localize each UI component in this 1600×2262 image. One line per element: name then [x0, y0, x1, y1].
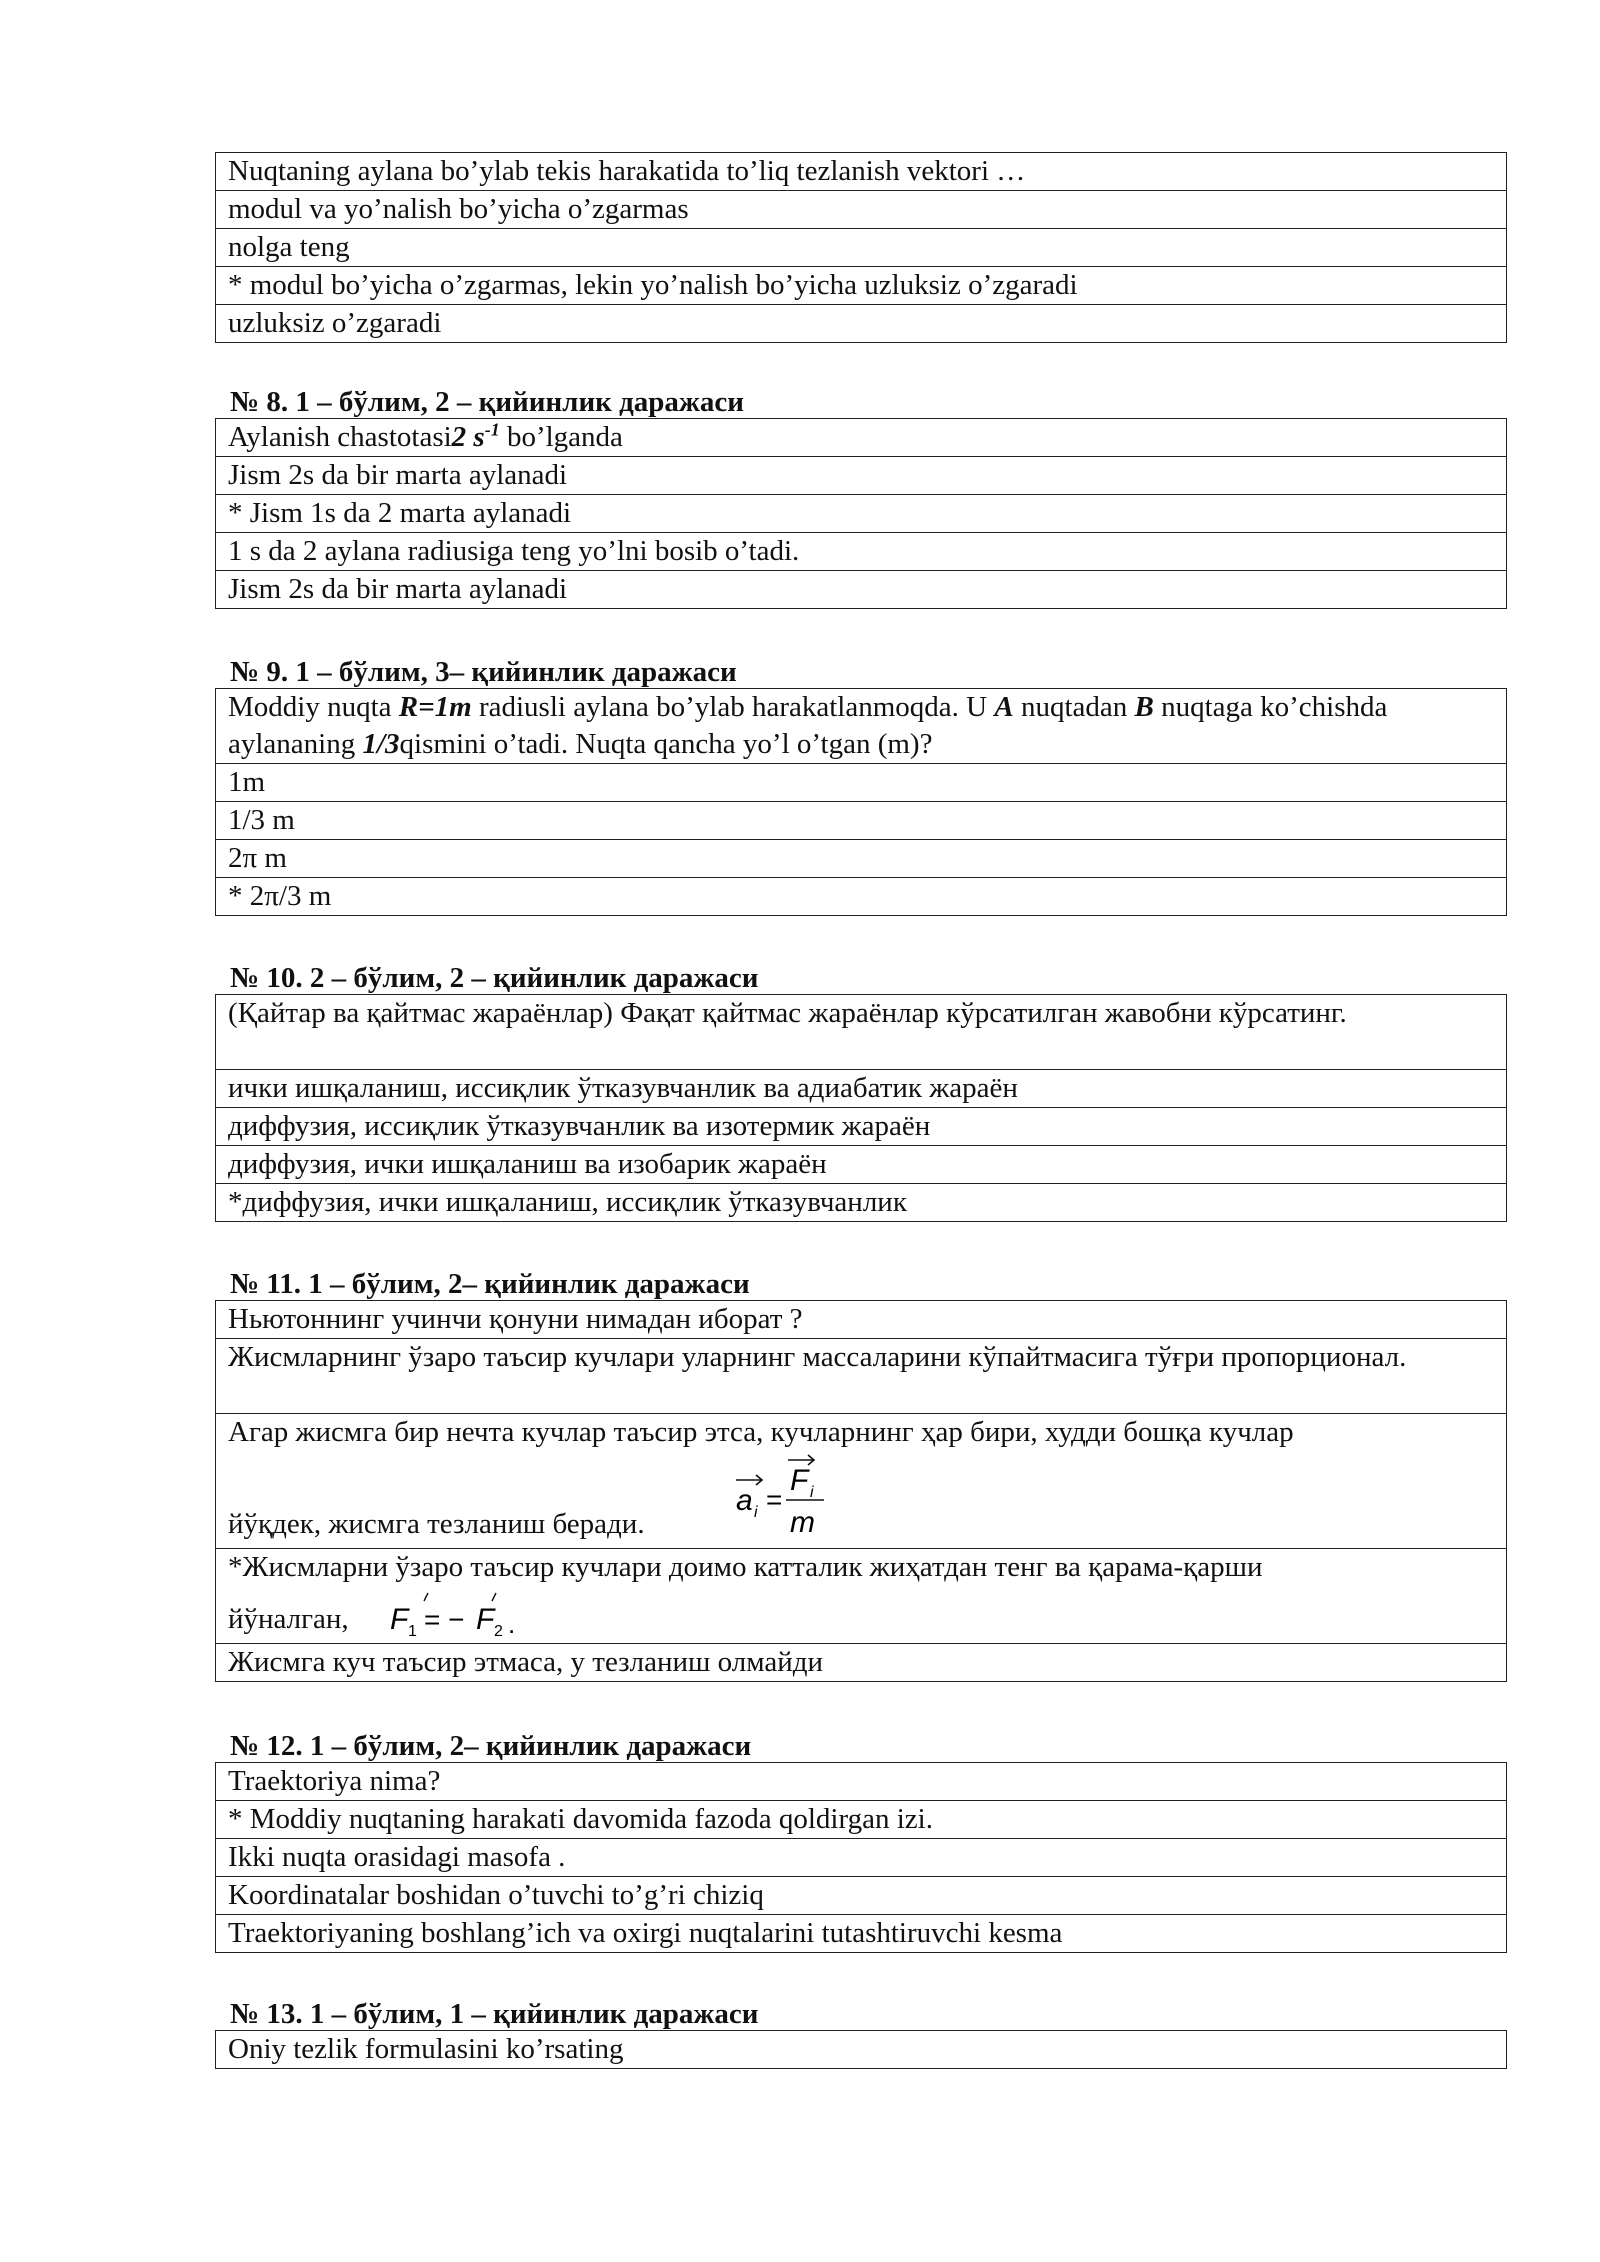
question-9-text: Moddiy nuqta R=1m radiusli aylana bo’ylab harakatlanmoqda. U A nuqtadan B nuqtaga ko’chishda aylananing 1/3qismini o’tadi. Nuqta qancha yo’l o’tgan (m)? — [216, 689, 1507, 764]
formula-eq: = − — [424, 1604, 465, 1635]
question-13 — [215, 1998, 1507, 2069]
question-10-heading: № 10. 2 – бўлим, 2 – қийинлик даражаси — [230, 962, 759, 994]
answer-option-correct: * modul bo’yicha o’zgarmas, lekin yo’nalish bo’yicha uzluksiz o’zgaradi — [216, 267, 1507, 305]
acceleration-formula — [726, 1450, 836, 1542]
answer-option: modul va yo’nalish bo’yicha o’zgarmas — [216, 191, 1507, 229]
answer-option: диффузия, иссиқлик ўтказувчанлик ва изотермик жараён — [216, 1108, 1507, 1146]
question-8 — [215, 386, 1507, 609]
question-11 — [215, 1268, 1507, 1682]
answer-option: Ikki nuqta orasidagi masofa . — [216, 1839, 1507, 1877]
question-12 — [215, 1730, 1507, 1953]
formula-lhs: a — [736, 1484, 753, 1517]
formula-f1: F — [390, 1603, 409, 1636]
question-11-heading: № 11. 1 – бўлим, 2– қийинлик даражаси — [230, 1268, 750, 1300]
question-10-table — [215, 994, 1507, 1222]
answer-option: Жисмга куч таъсир этмаса, у тезланиш олмайди — [216, 1644, 1507, 1682]
answer-option: Koordinatalar boshidan o’tuvchi to’g’ri chiziq — [216, 1877, 1507, 1915]
answer-option: uzluksiz o’zgaradi — [216, 305, 1507, 343]
question-11-table — [215, 1300, 1507, 1682]
question-10-text: (Қайтар ва қайтмас жараёнлар) Фақат қайтмас жараёнлар кўрсатилган жавобни кўрсатинг. — [216, 995, 1507, 1070]
question-9 — [215, 656, 1507, 916]
answer-option-correct: * Moddiy nuqtaning harakati davomida fazoda qoldirgan izi. — [216, 1801, 1507, 1839]
answer-option-correct: * Jism 1s da 2 marta aylanadi — [216, 495, 1507, 533]
formula-den: m — [790, 1506, 815, 1539]
formula-eq: = — [766, 1484, 783, 1515]
formula-f2-sub: 2 — [494, 1623, 503, 1640]
question-7-table — [215, 152, 1507, 343]
question-12-table — [215, 1762, 1507, 1953]
answer-option: Jism 2s da bir marta aylanadi — [216, 571, 1507, 609]
answer-option: 2π m — [216, 840, 1507, 878]
question-8-table — [215, 418, 1507, 609]
question-13-heading: № 13. 1 – бўлим, 1 – қийинлик даражаси — [230, 1998, 759, 2030]
answer-option: Агар жисмга бир нечта кучлар таъсир этса, кучларнинг ҳар бири, худди бошқа кучлар йўқдек, жисмга тезланиш беради. a i = F i m — [216, 1414, 1507, 1549]
answer-option: диффузия, ички ишқаланиш ва изобарик жараён — [216, 1146, 1507, 1184]
answer-option: 1/3 m — [216, 802, 1507, 840]
question-10 — [215, 962, 1507, 1222]
question-13-text: Oniy tezlik formulasini ko’rsating — [216, 2031, 1507, 2069]
formula-f1-sub: 1 — [408, 1623, 417, 1640]
question-11-text: Ньютоннинг учинчи қонуни нимадан иборат ? — [216, 1301, 1507, 1339]
answer-option: Жисмларнинг ўзаро таъсир кучлари уларнинг массаларини кўпайтмасига тўғри пропорционал. — [216, 1339, 1507, 1414]
answer-option: Jism 2s da bir marta aylanadi — [216, 457, 1507, 495]
formula-graphic — [726, 1450, 836, 1542]
question-12-text: Traektoriya nima? — [216, 1763, 1507, 1801]
question-7-text: Nuqtaning aylana bo’ylab tekis harakatida to’liq tezlanish vektori … — [216, 153, 1507, 191]
formula-num: F — [790, 1464, 809, 1497]
question-13-table — [215, 2030, 1507, 2069]
question-9-table — [215, 688, 1507, 916]
answer-option-correct: *Жисмларни ўзаро таъсир кучлари доимо катталик жиҳатдан тенг ва қарама-қарши йўналган, F 1 = − F 2 . — [216, 1549, 1507, 1644]
answer-option: 1m — [216, 764, 1507, 802]
question-9-heading: № 9. 1 – бўлим, 3– қийинлик даражаси — [230, 656, 737, 688]
formula-graphic — [384, 1589, 554, 1641]
formula-lhs-sub: i — [754, 1504, 758, 1521]
answer-option: ички ишқаланиш, иссиқлик ўтказувчанлик ва адиабатик жараён — [216, 1070, 1507, 1108]
answer-option: nolga teng — [216, 229, 1507, 267]
answer-option: Traektoriyaning boshlang’ich va oxirgi nuqtalarini tutashtiruvchi kesma — [216, 1915, 1507, 1953]
answer-option: 1 s da 2 aylana radiusiga teng yo’lni bosib o’tadi. — [216, 533, 1507, 571]
formula-end: . — [508, 1609, 516, 1639]
question-12-heading: № 12. 1 – бўлим, 2– қийинлик даражаси — [230, 1730, 752, 1762]
formula-f2: F — [476, 1603, 495, 1636]
question-8-heading: № 8. 1 – бўлим, 2 – қийинлик даражаси — [230, 386, 745, 418]
newton-third-law-formula — [384, 1589, 554, 1641]
answer-option-correct: *диффузия, ички ишқаланиш, иссиқлик ўтказувчанлик — [216, 1184, 1507, 1222]
question-8-text: Aylanish chastotasi2 $s^{-1}$ bo’lganda — [216, 419, 1507, 457]
answer-option-correct: * 2π/3 m — [216, 878, 1507, 916]
question-7 — [215, 152, 1507, 343]
formula-num-sub: i — [810, 1484, 814, 1501]
